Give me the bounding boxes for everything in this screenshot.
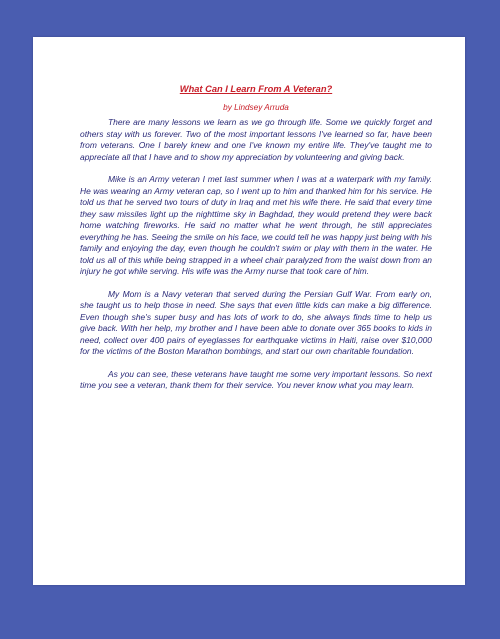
essay-byline: by Lindsey Arruda: [223, 102, 289, 112]
essay-paragraph-4: As you can see, these veterans have taught me some very important lessons. So next time you see a veteran, thank them for their service. You never know what you may learn.: [80, 368, 432, 390]
essay-paragraph-2: Mike is an Army veteran I met last summer when I was at a waterpark with my family. He was wearing an Army veteran cap, so I went up to him and thanked him for his service. He told us that he served two tours of duty in Iraq and met his wife there. He said that every time they saw missiles light up the nighttime sky in Baghdad, they would pretend they were back home watching fireworks. He said no matter what he went through, he still appreciates everything he has. Seeing the smile on his face, we could tell he was happy just being with his family and enjoying the day, even though he couldn't swim or play with them in the water. He told us all of this while being strapped in a wheel chair paralyzed from the waist down from an injury he got while serving. His wife was the Army nurse that took care of him.: [80, 174, 432, 276]
essay-title: What Can I Learn From A Veteran?: [179, 84, 333, 94]
essay-paragraph-1: There are many lessons we learn as we go through life. Some we quickly forget and others stay with us forever. Two of the most important lessons I've learned so far, have been from veterans. One I barely knew and one I've known my entire life. They've taught me to appreciate all that I have and to show my appreciation by volunteering and giving back.: [80, 117, 432, 162]
essay: [80, 84, 432, 403]
essay-paragraph-3: My Mom is a Navy veteran that served during the Persian Gulf War. From early on, she taught us to help those in need. She says that even little kids can make a big difference. Even though she's super busy and has lots of work to do, she always finds time to help us give back. With her help, my brother and I have been able to donate over 365 books to kids in need, collect over 400 pairs of eyeglasses for earthquake victims in Haiti, raise over $10,000 for the victims of the Boston Marathon bombings, and start our own charitable foundation.: [80, 288, 432, 356]
